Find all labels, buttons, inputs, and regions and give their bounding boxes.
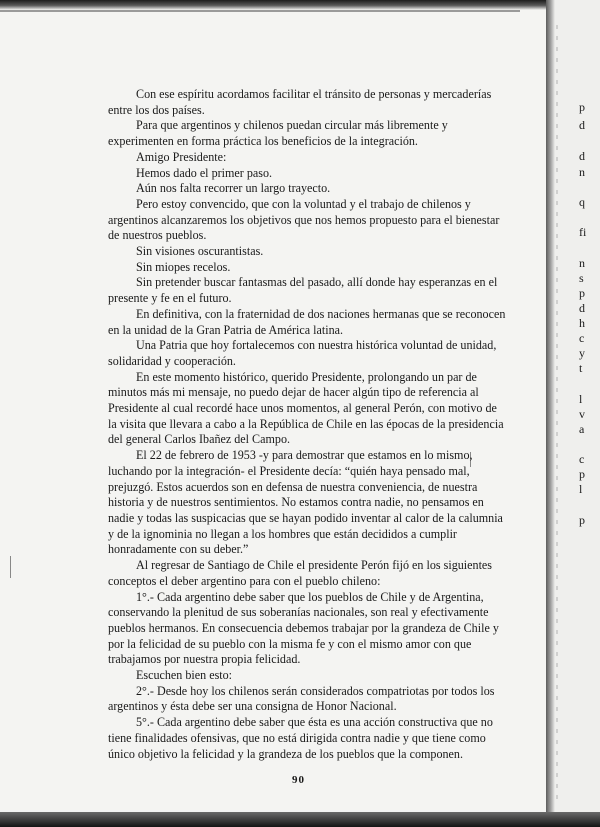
margin-letter: h (579, 316, 585, 330)
paragraph: Sin visiones oscurantistas. (136, 244, 264, 259)
gutter-marks (556, 25, 558, 805)
margin-letter: c (579, 452, 585, 466)
paragraph: Sin pretender buscar fantasmas del pasado, allí donde hay esperanzas en el presente y fe en el futuro. (108, 275, 498, 306)
margin-letter: p (579, 513, 585, 527)
paragraph: Una Patria que hoy fortalecemos con nuestra histórica voluntad de unidad, solidaridad y cooperación. (108, 338, 497, 368)
paragraph: 5°.- Cada argentino debe saber que ésta es una acción constructiva que no tiene finalidades ofensivas, que no está dirigida contra nadie y que tiene como único objetivo la felicidad y la grandeza de los pueblos que la componen. (108, 715, 493, 761)
margin-letter: p (579, 467, 585, 481)
margin-letter: t (579, 361, 583, 375)
margin-letter: s (579, 271, 584, 285)
paragraph: Amigo Presidente: (136, 149, 227, 164)
margin-letter: l (579, 392, 583, 406)
paragraph: Escuchen bien esto: (136, 668, 233, 683)
margin-letter: p (579, 286, 585, 300)
margin-letter: n (579, 256, 585, 270)
body-text (108, 87, 508, 762)
paragraph: Para que argentinos y chilenos puedan circular más libremente y experimenten en forma práctica los beneficios de la integración. (108, 118, 448, 149)
margin-letter: d (579, 149, 585, 163)
paragraph: Al regresar de Santiago de Chile el presidente Perón fijó en los siguientes conceptos el deber argentino para con el pueblo chileno: (108, 558, 492, 588)
scan-speck (10, 556, 11, 578)
margin-letter: d (579, 301, 585, 315)
margin-letter: c (579, 331, 585, 345)
paragraph: Aún nos falta recorrer un largo trayecto. (136, 181, 331, 196)
margin-letter: l (579, 482, 583, 496)
margin-letter: n (579, 165, 585, 179)
scan-top-edge (0, 0, 560, 10)
page-number: 90 (292, 774, 305, 786)
margin-letter: a (579, 422, 585, 436)
paragraph: Hemos dado el primer paso. (136, 165, 273, 180)
paragraph: En definitiva, con la fraternidad de dos naciones hermanas que se reconocen en la unidad de la Gran Patria de América latina. (108, 306, 506, 337)
paragraph: El 22 de febrero de 1953 -y para demostrar que estamos en lo mismo, luchando por la integración- el Presidente decía: “quién haya pensado mal, prejuzgó. Estos acuerdos son en defensa de nuestra conveniencia, de nuestra historia y de nuestros sentimientos. No estamos contra nadie, no pensamos en nadie y todas las suspicacias que se hayan podido inventar al calor de la calumnia y de la ignominia no llegan a los hombres que están decididos a cumplir honradamente con su deber.” (108, 448, 503, 557)
paragraph: Pero estoy convencido, que con la voluntad y el trabajo de chilenos y argentinos alcanzaremos los objetivos que nos hemos propuesto para el bienestar de nuestros pueblos. (108, 196, 500, 243)
margin-letter: y (579, 346, 585, 360)
scan-bottom-edge (0, 812, 600, 827)
margin-letter: v (579, 407, 585, 421)
paragraph: 1°.- Cada argentino debe saber que los pueblos de Chile y de Argentina, conservando la plenitud de sus soberanías nacionales, son real y efectivamente pueblos hermanos. En consecuencia debemos trabajar por la grandeza de Chile y por la felicidad de su pueblo con la misma fe y con el mismo amor con que trabajamos por nuestra propia felicidad. (108, 589, 499, 667)
paragraph: Sin miopes recelos. (136, 259, 231, 274)
margin-letter: q (579, 195, 585, 209)
paragraph: En este momento histórico, querido Presidente, prolongando un par de minutos más mi mensaje, no puedo dejar de hacer algún tipo de referencia al Presidente al cual recordé hace unos momentos, al general Perón, con motivo de la visita que llevara a cabo a la República de Chile en las épocas de la presidencia del general Carlos Ibañez del Campo. (108, 369, 504, 447)
margin-letter: fi (579, 225, 587, 239)
margin-letter: d (579, 118, 585, 132)
paragraph: 2°.- Desde hoy los chilenos serán considerados compatriotas por todos los argentinos y ésta debe ser una consigna de Honor Nacional. (108, 683, 495, 714)
gutter-shadow (546, 0, 555, 827)
margin-letter: p (579, 100, 585, 114)
scan-top-line (0, 10, 520, 12)
paragraph: Con ese espíritu acordamos facilitar el tránsito de personas y mercaderías entre los dos países. (108, 87, 492, 117)
